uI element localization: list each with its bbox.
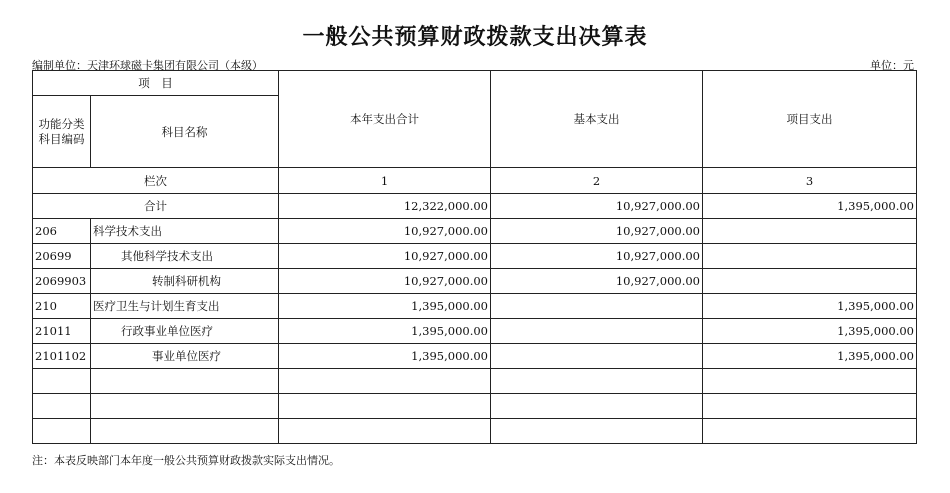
table-row	[33, 219, 917, 244]
row-code: 2069903	[33, 269, 91, 294]
empty-row	[33, 394, 917, 419]
row-total: 10,927,000.00	[279, 269, 491, 294]
row-basic	[491, 319, 703, 344]
row-basic: 10,927,000.00	[491, 244, 703, 269]
sum-row	[33, 194, 917, 219]
sum-label: 合计	[33, 194, 279, 219]
row-total: 10,927,000.00	[279, 219, 491, 244]
expenditure-table	[32, 70, 917, 444]
header-basic: 基本支出	[491, 71, 703, 168]
table-row	[33, 344, 917, 369]
column-number-3: 3	[703, 168, 917, 194]
row-code: 206	[33, 219, 91, 244]
column-number-2: 2	[491, 168, 703, 194]
column-number-1: 1	[279, 168, 491, 194]
table-row	[33, 244, 917, 269]
footnote: 注：本表反映部门本年度一般公共预算财政拨款实际支出情况。	[32, 454, 340, 467]
table-row	[33, 269, 917, 294]
column-label: 栏次	[33, 168, 279, 194]
row-name: 转制科研机构	[91, 269, 279, 294]
table-row	[33, 319, 917, 344]
row-total: 1,395,000.00	[279, 294, 491, 319]
row-project	[703, 219, 917, 244]
row-total: 1,395,000.00	[279, 344, 491, 369]
row-code: 20699	[33, 244, 91, 269]
row-basic: 10,927,000.00	[491, 219, 703, 244]
sum-total: 12,322,000.00	[279, 194, 491, 219]
row-project	[703, 244, 917, 269]
row-basic	[491, 344, 703, 369]
header-name: 科目名称	[91, 96, 279, 168]
table-row	[33, 294, 917, 319]
row-name: 其他科学技术支出	[91, 244, 279, 269]
row-project: 1,395,000.00	[703, 319, 917, 344]
header-total: 本年支出合计	[279, 71, 491, 168]
row-name: 事业单位医疗	[91, 344, 279, 369]
sum-project: 1,395,000.00	[703, 194, 917, 219]
row-basic	[491, 294, 703, 319]
header-item: 项 目	[33, 71, 279, 96]
row-code: 210	[33, 294, 91, 319]
sum-basic: 10,927,000.00	[491, 194, 703, 219]
empty-row	[33, 369, 917, 394]
row-total: 1,395,000.00	[279, 319, 491, 344]
row-code: 2101102	[33, 344, 91, 369]
reporting-unit: 编制单位：天津环球磁卡集团有限公司（本级）	[32, 59, 263, 72]
row-project: 1,395,000.00	[703, 344, 917, 369]
header-code: 功能分类科目编码	[33, 96, 91, 168]
row-project	[703, 269, 917, 294]
row-code: 21011	[33, 319, 91, 344]
row-project: 1,395,000.00	[703, 294, 917, 319]
row-basic: 10,927,000.00	[491, 269, 703, 294]
header-project: 项目支出	[703, 71, 917, 168]
row-name: 行政事业单位医疗	[91, 319, 279, 344]
page-title: 一般公共预算财政拨款支出决算表	[302, 24, 648, 50]
currency-unit: 单位：元	[870, 59, 914, 72]
row-total: 10,927,000.00	[279, 244, 491, 269]
empty-row	[33, 419, 917, 444]
row-name: 医疗卫生与计划生育支出	[91, 294, 279, 319]
row-name: 科学技术支出	[91, 219, 279, 244]
